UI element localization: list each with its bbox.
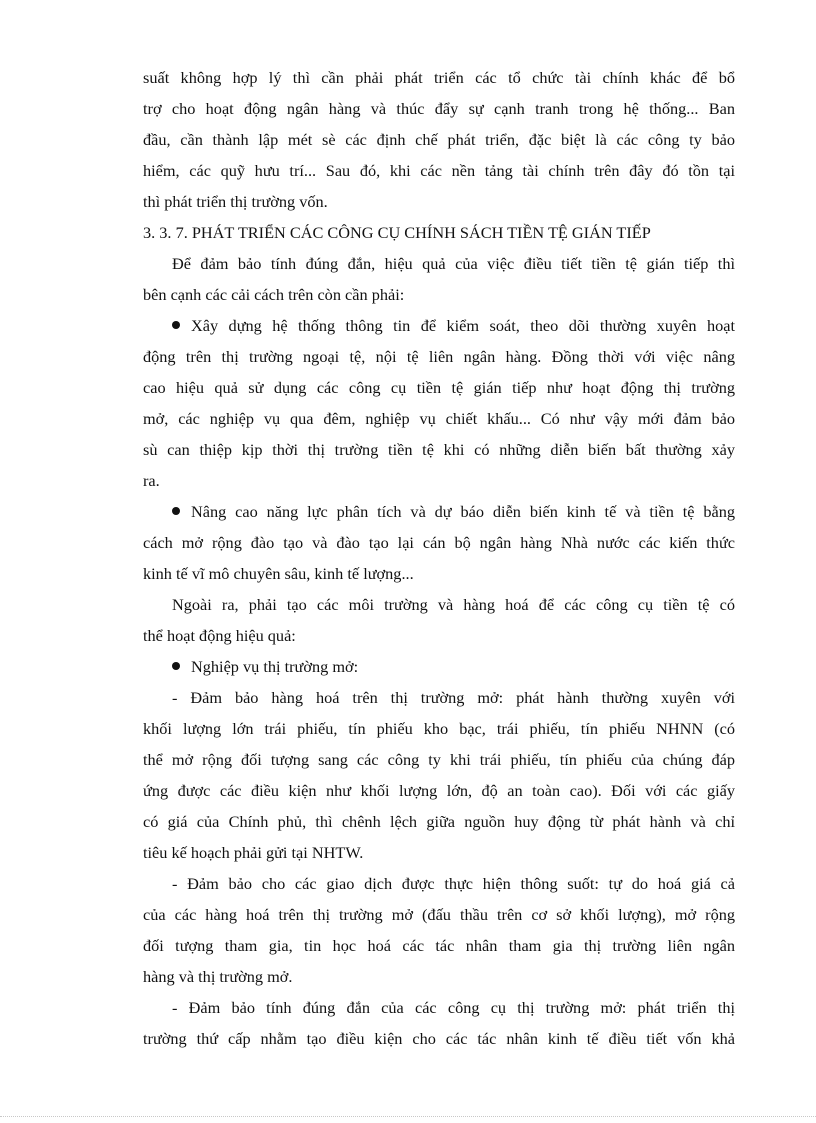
- bullet-text: Xây dựng hệ thống thông tin để kiểm soát, theo dõi thường xuyên hoạt: [191, 316, 735, 335]
- body-text-line: thể hoạt động hiệu quả:: [143, 626, 296, 645]
- bullet-item: [143, 651, 735, 682]
- body-text-line: đầu, cần thành lập mét sè các định chế phát triển, đặc biệt là các công ty bảo: [143, 130, 735, 149]
- bullet-icon: [172, 321, 180, 329]
- body-text-line: cao hiệu quả sử dụng các công cụ tiền tệ gián tiếp như hoạt động thị trường: [143, 378, 735, 397]
- section-heading: 3. 3. 7. PHÁT TRIỂN CÁC CÔNG CỤ CHÍNH SÁCH TIỀN TỆ GIÁN TIẾP: [143, 223, 651, 242]
- bullet-text: Nâng cao năng lực phân tích và dự báo diễn biến kinh tế và tiền tệ bằng: [191, 502, 735, 521]
- body-text-line: suất không hợp lý thì cần phải phát triển các tổ chức tài chính khác để bổ: [143, 68, 735, 87]
- dash-item: - Đảm bảo tính đúng đắn của các công cụ thị trường mở: phát triển thị: [172, 998, 735, 1017]
- body-text-line: có giá của Chính phủ, thì chênh lệch giữa nguồn huy động từ phát hành và chỉ: [143, 812, 735, 831]
- body-text-line: thì phát triển thị trường vốn.: [143, 192, 328, 211]
- body-text-line: đối tượng tham gia, tin học hoá các tác nhân tham gia thị trường liên ngân: [143, 936, 735, 955]
- body-text-line: khối lượng lớn trái phiếu, tín phiếu kho bạc, trái phiếu, tín phiếu NHNN (có: [143, 719, 735, 738]
- document-page: [143, 62, 735, 1054]
- body-text-line: trường thứ cấp nhằm tạo điều kiện cho các tác nhân kinh tế điều tiết vốn khả: [143, 1029, 735, 1048]
- body-text-line: trợ cho hoạt động ngân hàng và thúc đẩy sự cạnh tranh trong hệ thống... Ban: [143, 99, 735, 118]
- body-text-line: mở, các nghiệp vụ qua đêm, nghiệp vụ chiết khấu... Có như vậy mới đảm bảo: [143, 409, 735, 428]
- bullet-item: [143, 496, 735, 527]
- body-text-line: động trên thị trường ngoại tệ, nội tệ liên ngân hàng. Đồng thời với việc nâng: [143, 347, 735, 366]
- body-text-line: của các hàng hoá trên thị trường mở (đấu thầu trên cơ sở khối lượng), mở rộng: [143, 905, 735, 924]
- body-text-line: cách mở rộng đào tạo và đào tạo lại cán bộ ngân hàng Nhà nước các kiến thức: [143, 533, 735, 552]
- bullet-icon: [172, 662, 180, 670]
- body-text-line: bên cạnh các cải cách trên còn cần phải:: [143, 285, 405, 304]
- body-text-line: sù can thiệp kịp thời thị trường tiền tệ khi có những diễn biến bất thường xảy: [143, 440, 735, 459]
- page-bottom-divider: [0, 1116, 816, 1117]
- body-text-line: ra.: [143, 471, 160, 490]
- dash-item: - Đảm bảo cho các giao dịch được thực hiện thông suốt: tự do hoá giá cả: [172, 874, 735, 893]
- body-text-line: hiểm, các quỹ hưu trí... Sau đó, khi các nền tảng tài chính trên đây đó tồn tại: [143, 161, 735, 180]
- body-text-line: tiêu kế hoạch phải gửi tại NHTW.: [143, 843, 364, 862]
- body-text-line: ứng được các điều kiện như khối lượng lớn, độ an toàn cao). Đối với các giấy: [143, 781, 735, 800]
- body-text-line: Ngoài ra, phải tạo các môi trường và hàng hoá để các công cụ tiền tệ có: [172, 595, 735, 614]
- body-text-line: thể mở rộng đối tượng sang các công ty khi trái phiếu, tín phiếu của chúng đáp: [143, 750, 735, 769]
- bullet-icon: [172, 507, 180, 515]
- dash-item: - Đảm bảo hàng hoá trên thị trường mở: phát hành thường xuyên với: [172, 688, 735, 707]
- body-text-line: Để đảm bảo tính đúng đắn, hiệu quả của việc điều tiết tiền tệ gián tiếp thì: [172, 254, 735, 273]
- body-text-line: hàng và thị trường mở.: [143, 967, 293, 986]
- bullet-item: [143, 310, 735, 341]
- body-text-line: kinh tế vĩ mô chuyên sâu, kinh tế lượng...: [143, 564, 414, 583]
- bullet-text: Nghiệp vụ thị trường mở:: [191, 657, 359, 676]
